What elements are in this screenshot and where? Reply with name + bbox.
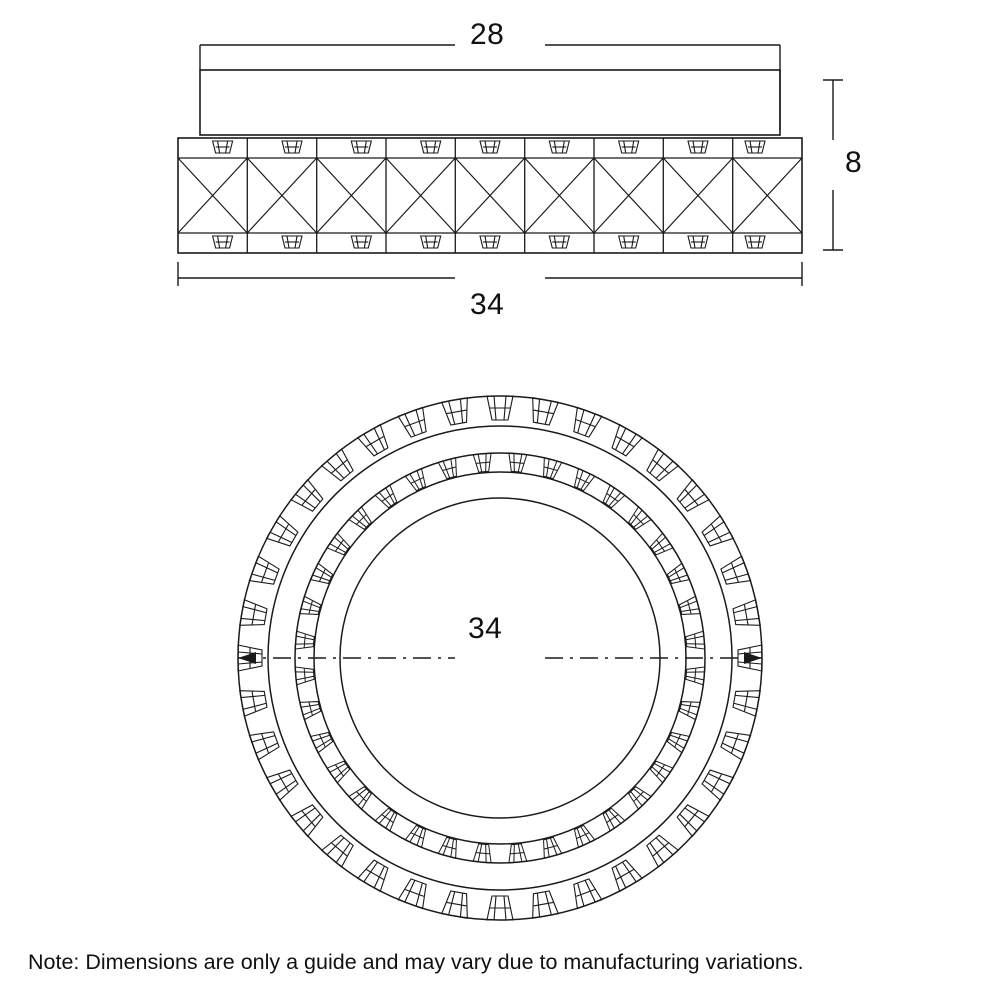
plan-top-view (238, 396, 762, 920)
plan-diameter-centerline (238, 652, 762, 664)
dimension-label-diameter: 34 (468, 612, 503, 645)
crystal-studs-bottom (213, 236, 765, 248)
crystal-facet-crosses (178, 158, 802, 233)
diffuser-body (200, 70, 780, 135)
dimension-line-bottom-width (178, 262, 802, 286)
dimension-label-height: 8 (845, 146, 863, 179)
dimension-line-top-width (200, 45, 780, 130)
crystal-studs-top (213, 141, 765, 153)
dimensions-note: Note: Dimensions are only a guide and may vary due to manufacturing variations. (28, 950, 804, 974)
dimension-label-top-width: 28 (470, 18, 505, 51)
dimension-label-bottom-width: 34 (470, 288, 505, 321)
side-elevation-view (178, 45, 843, 286)
dimension-line-height (823, 80, 843, 250)
